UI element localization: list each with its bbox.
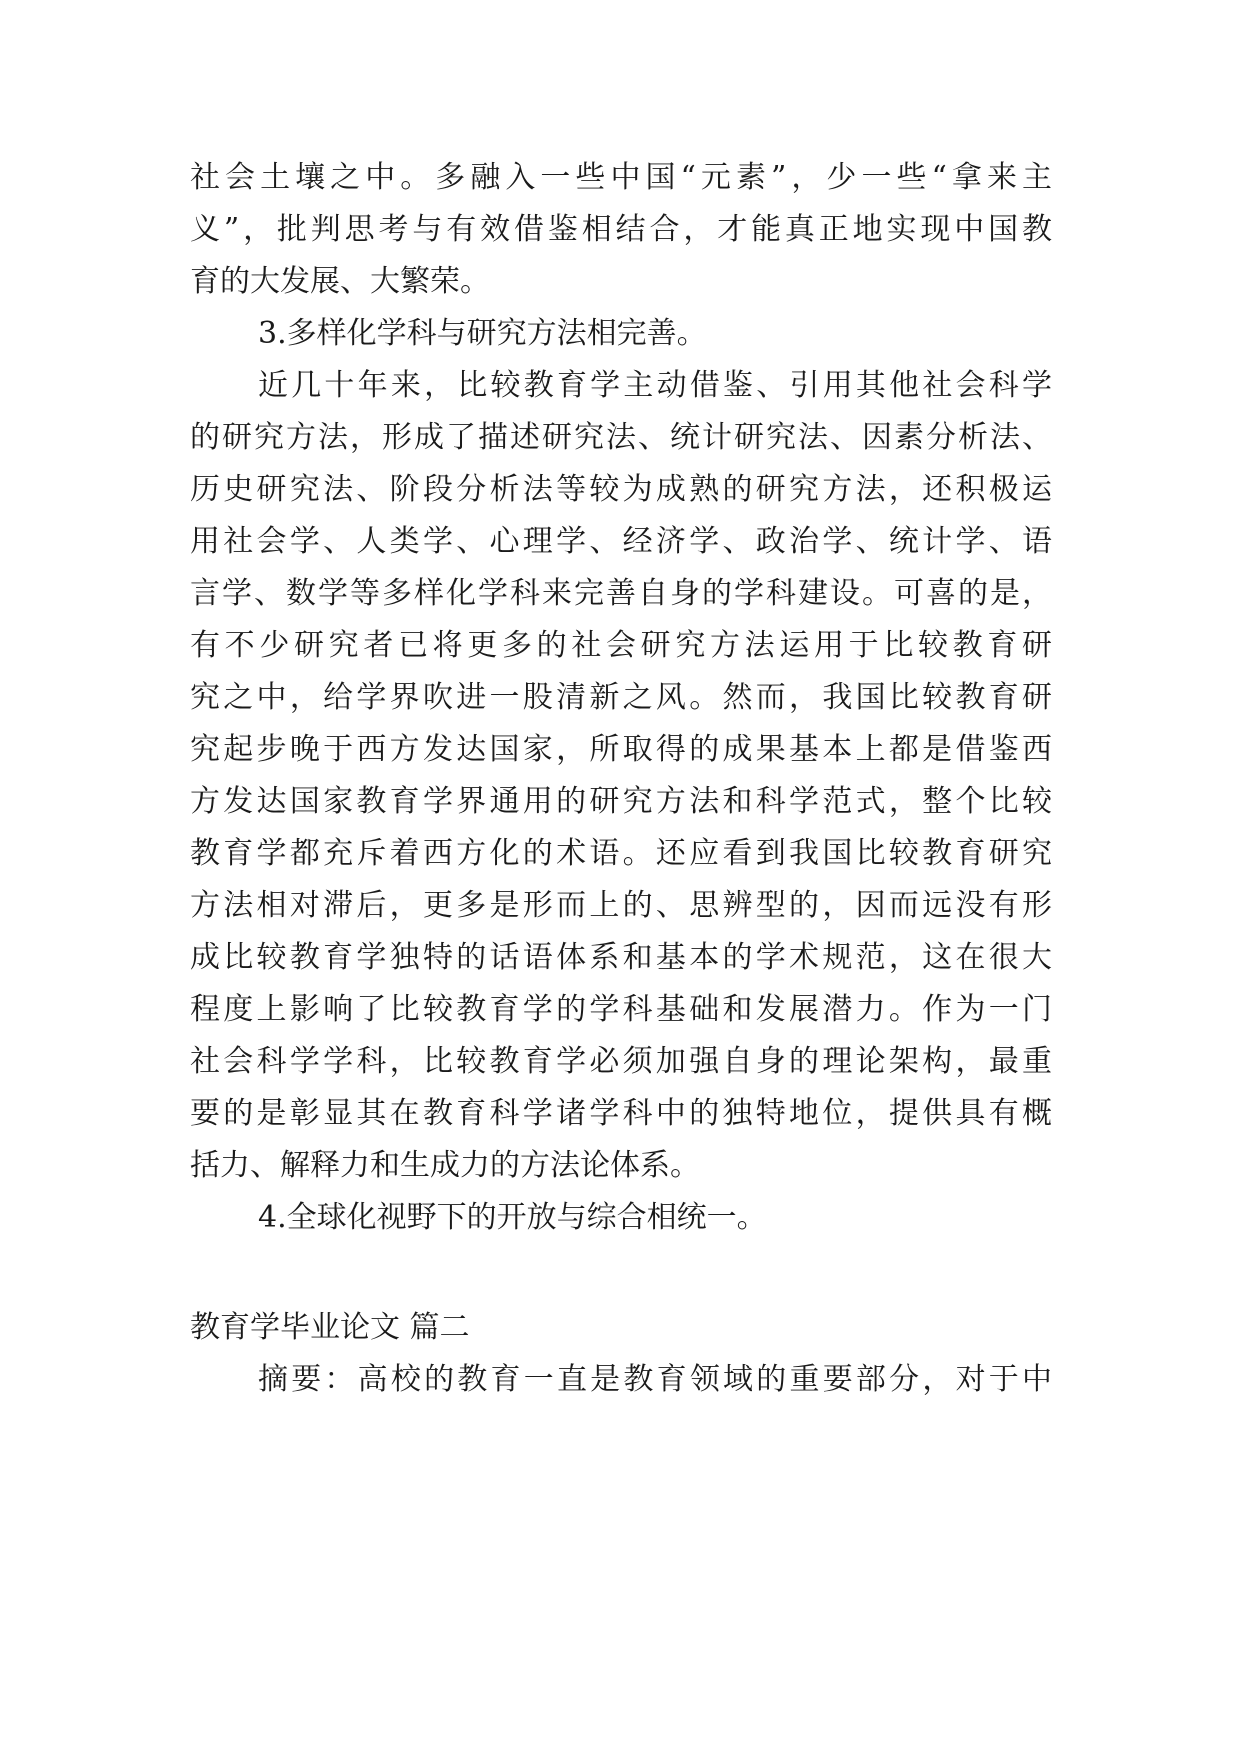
body-line: 成比较教育学独特的话语体系和基本的学术规范，这在很大 (190, 940, 1052, 975)
body-line: 方法相对滞后，更多是形而上的、思辨型的，因而远没有形 (190, 888, 1052, 923)
subheading: 4.全球化视野下的开放与综合相统一。 (258, 1200, 767, 1235)
body-line: 社会科学学科，比较教育学必须加强自身的理论架构，最重 (190, 1044, 1052, 1079)
body-line: 历史研究法、阶段分析法等较为成熟的研究方法，还积极运 (190, 472, 1052, 507)
body-line: 要的是彰显其在教育科学诸学科中的独特地位，提供具有概 (190, 1096, 1052, 1131)
body-line: 括力、解释力和生成力的方法论体系。 (190, 1148, 700, 1183)
subheading: 3.多样化学科与研究方法相完善。 (258, 316, 707, 351)
body-line: 近几十年来，比较教育学主动借鉴、引用其他社会科学 (258, 368, 1052, 403)
abstract-line: 摘要：高校的教育一直是教育领域的重要部分，对于中 (258, 1362, 1052, 1397)
body-line: 教育学都充斥着西方化的术语。还应看到我国比较教育研究 (190, 836, 1052, 871)
section-title: 教育学毕业论文 篇二 (190, 1310, 470, 1345)
body-line: 有不少研究者已将更多的社会研究方法运用于比较教育研 (190, 628, 1052, 663)
body-line: 言学、数学等多样化学科来完善自身的学科建设。可喜的是， (190, 576, 1052, 611)
body-line: 程度上影响了比较教育学的学科基础和发展潜力。作为一门 (190, 992, 1052, 1027)
body-line: 究起步晚于西方发达国家，所取得的成果基本上都是借鉴西 (190, 732, 1052, 767)
body-line: 用社会学、人类学、心理学、经济学、政治学、统计学、语 (190, 524, 1052, 559)
body-line: 育的大发展、大繁荣。 (190, 264, 490, 299)
body-line: 究之中，给学界吹进一股清新之风。然而，我国比较教育研 (190, 680, 1052, 715)
body-line: 方发达国家教育学界通用的研究方法和科学范式，整个比较 (190, 784, 1052, 819)
body-line: 的研究方法，形成了描述研究法、统计研究法、因素分析法、 (190, 420, 1052, 455)
body-line: 义”，批判思考与有效借鉴相结合，才能真正地实现中国教 (190, 212, 1052, 247)
body-line: 社会土壤之中。多融入一些中国“元素”，少一些“拿来主 (190, 160, 1052, 195)
